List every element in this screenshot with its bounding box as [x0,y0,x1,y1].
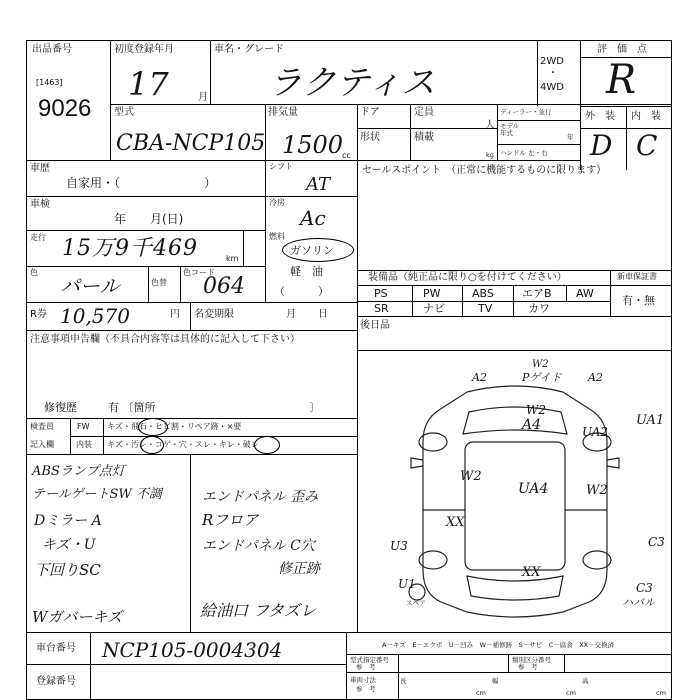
drive-dot: ・ [548,68,558,79]
category-ref: 参 考 [518,663,538,671]
diagram-mark: W2 [532,359,549,370]
capacity-unit: 人 [485,120,495,131]
int-items: キズ・汚レ・コゲ・穴・スレ・キレ・破レ [107,440,259,449]
remark-left: キズ・U [42,537,96,553]
guarantee-label: 新車保証書 [617,272,657,281]
legend: A－キズ E－エクボ U－凹み W－補修跡 S－サビ C－腐食 XX－交換済 [382,641,615,649]
divider [346,632,347,700]
equip-abs: ABS [472,287,494,300]
width-unit: cm [566,689,576,697]
diagram-mark: W2 [460,469,482,484]
divider [357,285,672,286]
remark-right: Rフロア [202,511,259,529]
color-label: 色 [30,268,38,277]
inspection-value: 年 月(日) [114,212,184,226]
usage-value: 自家用・（ ） [66,176,217,190]
divider [210,40,211,104]
width-label: 幅 [492,677,499,685]
mileage-value: 15万9千469 [62,236,198,261]
divider [412,285,413,316]
exterior-label: 外 装 [585,111,615,122]
mileage-label: 走行 [30,233,46,242]
fuel-diesel: 軽 油 [290,265,323,278]
circle-mark [140,436,164,454]
divider [462,285,463,316]
diagram-mark: A2 [588,371,603,384]
divider [190,302,191,330]
interior-value: C [636,129,658,162]
divider [564,654,565,672]
type-cert-label: 型式指定番号 [350,656,389,664]
shift-label: シフト [269,162,293,171]
remark-left: 下回りSC [34,561,101,579]
equipment-label: 装備品（純正品に限り○を付けてください） [368,272,567,283]
divider [110,40,111,160]
length-label: 長 [400,677,407,685]
recycle-unit: 円 [170,309,180,320]
remark-right: エンドパネル 歪み [202,489,319,505]
inspector-label-2: 記入欄 [30,440,54,449]
ac-label: 冷房 [269,198,285,207]
divider [497,104,498,160]
chassis-value: NCP105-0004304 [102,638,283,662]
divider [243,230,244,266]
sales-point-label: セールスポイント （正常に機能するものに限ります） [362,165,607,176]
height-label: 高 [582,677,589,685]
divider [610,270,611,316]
divider [70,436,357,437]
interior-label: 内 装 [631,111,661,122]
remark-right: 修正跡 [278,561,320,577]
divider [357,270,672,271]
guarantee-value: 有・無 [622,294,655,307]
divider [626,106,627,170]
diagram-mark: W2 [586,483,608,498]
lot-prefix: [1463] [36,78,63,87]
deadline-day: 日 [318,309,328,320]
divider [26,196,357,197]
divider [357,160,358,350]
divider [513,285,514,316]
car-body-outline [423,386,607,617]
equip-sr: SR [374,302,389,315]
type-cert-ref: 参 考 [356,663,376,671]
divider [180,266,181,302]
divider [26,632,672,633]
divider [357,128,497,129]
remark-right: 給油口 フタズレ [200,601,316,620]
length-unit: cm [476,689,486,697]
circle-mark [138,418,168,436]
fuel-circle [282,238,354,262]
divider [497,144,580,145]
divider [190,454,191,632]
divider [70,418,71,454]
shift-value: AT [306,174,331,195]
diagram-mark: A4 [522,417,542,433]
capacity-label: 定員 [414,107,434,118]
color-change-label: 色替 [151,278,167,287]
year-unit: 年 [567,133,574,141]
recycle-value: 10,570 [60,304,130,328]
equip-aw: AW [576,287,594,300]
divider [26,418,357,419]
deadline-month: 月 [286,309,296,320]
divider [497,120,580,121]
divider [398,654,399,700]
load-unit: kg [486,151,494,159]
divider [26,160,580,161]
roof [465,442,565,570]
reg-label: 登録番号 [36,676,76,687]
equip-tv: TV [478,302,493,315]
month-unit: 月 [198,92,208,103]
drive-2wd: 2WD [540,56,564,67]
model-year-label: モデル 年式 [500,122,520,137]
height-unit: cm [656,689,666,697]
remark-right: エンドパネル C穴 [202,538,315,554]
divider [110,104,672,105]
divider [537,40,538,106]
first-reg-label: 初度登録年月 [114,44,174,55]
color-code-value: 064 [203,274,245,299]
first-reg-year: 17 [128,65,169,103]
windshield [463,407,567,434]
diagram-mark: XX [522,565,541,580]
dealer-label: ディーラー・並行 [500,108,552,116]
divider [90,632,91,700]
repair-label: 修復歴 [44,401,77,414]
divider [357,104,358,160]
fuel-gasoline: ガソリン [290,244,334,257]
rear-seat-label: 後日品 [360,320,390,331]
drive-4wd: 4WD [540,82,564,93]
spare-label: スペア [406,599,426,607]
diagram-mark: W2 [526,403,546,417]
lot-number: 9026 [38,95,92,122]
divider [580,106,672,107]
color-value: パール [60,274,120,298]
inspection-label: 車検 [30,199,50,210]
diagram-mark: Pゲイド [522,371,562,384]
mirror-left [411,458,423,468]
equip-airbag: エアB [522,287,552,300]
handle-label: ハンドル 左・右 [500,149,548,157]
divider [26,454,357,455]
divider [346,672,672,673]
dims-label: 車両寸法 [350,676,376,684]
rear-window [467,576,563,600]
recycle-label: R券 [30,309,47,320]
diagram-mark: C3 [648,535,665,549]
diagram-mark: UA2 [582,425,609,439]
ac-value: Ac [300,206,326,230]
diagram-mark: U1 [398,577,416,591]
remark-left: ABSランプ点灯 [32,464,125,479]
chassis-label: 車台番号 [36,643,76,654]
type-label: 型式 [114,107,134,118]
door-label: ドア [360,107,380,118]
load-label: 積載 [414,132,434,143]
diagram-mark: C3 [636,581,653,595]
divider [103,418,104,454]
divider [26,266,265,267]
usage-label: 車歴 [30,163,50,174]
divider [26,664,346,665]
diagram-mark: U3 [390,539,408,553]
fw-items: キズ・飛石・ヒビ割・リペア跡・×要 [107,422,242,431]
fuel-paren: （ ） [274,285,329,298]
deadline-label: 名変期限 [194,309,234,320]
diagram-mark: A2 [472,371,487,384]
exterior-value: D [590,129,613,162]
type-value: CBA-NCP105 [116,131,266,156]
model-value: ラクティス [268,63,436,103]
divider [148,266,149,302]
grade-label: 評 価 点 [597,44,647,55]
fw-label: FW [77,422,90,431]
divider [508,654,509,672]
divider [410,104,411,160]
equip-ps: PS [374,287,388,300]
displacement-label: 排気量 [268,107,298,118]
body-label: 形状 [360,132,380,143]
diagram-mark: XX [446,515,465,530]
lot-label: 出品番号 [32,44,72,55]
dims-ref: 参 考 [356,685,376,693]
displacement-unit: cc [342,151,351,160]
color-code-label: 色コード [183,268,215,277]
circle-mark [254,436,280,454]
repair-value: 有 〔箇所 〕 [108,401,321,414]
diagram-mark: ハバル [622,596,655,609]
diagram-mark: UA1 [636,413,665,428]
category-label: 類別区分番号 [512,656,551,664]
equip-leather: カワ [528,302,550,315]
grade-value: R [606,57,637,103]
model-label: 車名・グレード [214,44,284,55]
fuel-label: 燃料 [269,232,285,241]
remark-left: Wガバーキズ [32,608,123,626]
divider [580,40,581,170]
divider [265,160,266,302]
remark-left: Dミラー A [34,513,102,529]
divider [26,302,357,303]
divider [26,230,265,231]
notes-label: 注意事項申告欄（不具合内容等は具体的に記入して下さい） [30,334,300,345]
mirror-right [607,458,619,468]
divider [26,330,357,331]
divider [346,654,672,655]
divider [566,285,567,301]
mileage-unit: km [226,254,239,263]
equip-pw: PW [423,287,441,300]
divider [357,316,672,317]
remark-left: テールゲートSW 不調 [32,487,162,502]
diagram-mark: UA4 [518,481,549,497]
inspector-label-1: 検査員 [30,422,54,431]
displacement-value: 1500 [282,131,344,159]
equip-navi: ナビ [423,302,445,315]
int-label: 内装 [76,440,92,449]
